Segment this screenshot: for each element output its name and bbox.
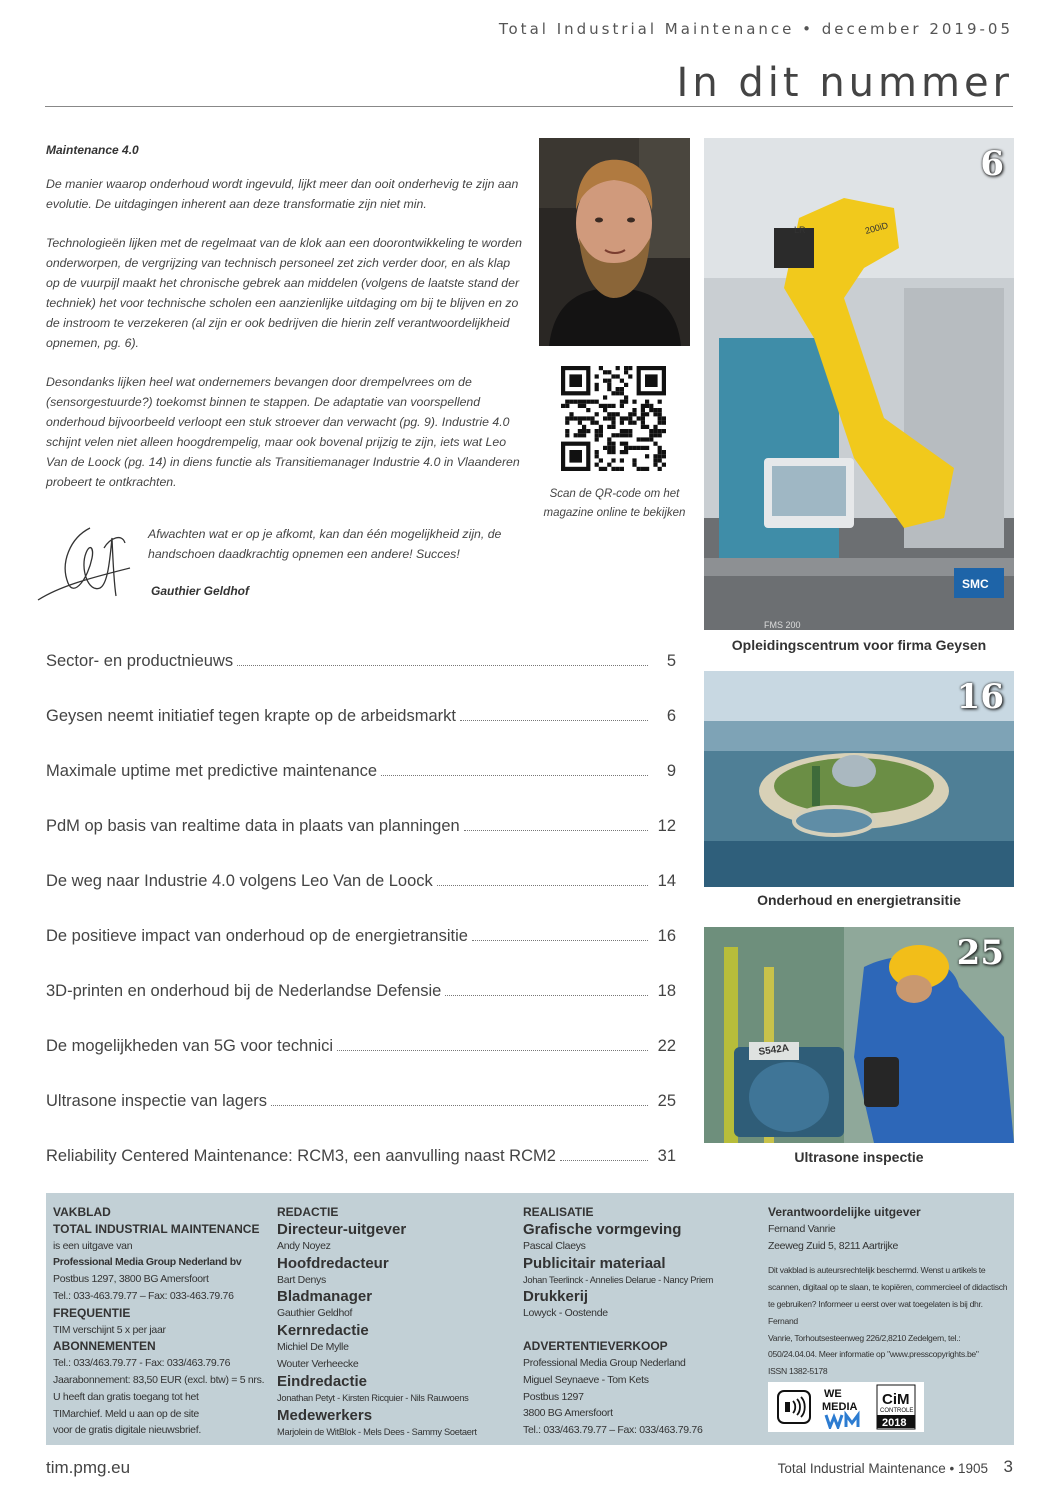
colophon-text: Tel.: 033/463.79.77 – Fax: 033/463.79.76 [523,1424,703,1437]
colophon-text: Professional Media Group Nederland [523,1356,686,1369]
toc-item[interactable] [46,836,676,891]
colophon-text: Michiel De Mylle [277,1341,349,1354]
toc-page: 5 [666,652,676,670]
editorial-paragraph: Desondanks lijken heel wat ondernemers bevangen door drempelvrees om de (sensorgestuurde?) toekomst binnen te stappen. De adaptatie van voorspellend onderhoud bijvoorbeeld verloopt een stuk stroever dan verwacht (pg. 9). Industrie 4.0 schijnt velen niet alleen hoogdrempelig, maar ook bovenal prijzig te zijn, iets wat Leo Van de Loock (pg. 14) in diens functie als Transitiemanager Industrie 4.0 in Vlaanderen probeert te ontkrachten. [46,375,520,489]
toc-item[interactable] [46,648,676,671]
cim-text: CiM [882,1391,910,1408]
author-portrait [539,138,690,346]
colophon-text: U heeft dan gratis toegang tot het [53,1390,199,1403]
colophon-text: Marjolein de WitBlok - Mels Dees - Sammy Soetaert [277,1426,477,1437]
colophon-copyright: scannen, digitaal op te slaan, te kopiëren, commercieel of didactisch [768,1282,1008,1293]
footer-website-link[interactable]: tim.pmg.eu [46,1458,131,1477]
toc-item[interactable] [46,671,676,726]
colophon-role: Drukkerij [523,1288,589,1306]
colophon-heading: REALISATIE [523,1205,594,1219]
photo-caption: Onderhoud en energietransitie [757,892,961,908]
colophon-role: Eindredactie [277,1372,368,1390]
colophon-editorial [277,1204,517,1440]
toc-item[interactable] [46,781,676,836]
toc-item[interactable] [46,946,676,1001]
toc-leader [460,720,648,721]
toc-page: 18 [657,982,676,1000]
cim-year-text: 2018 [882,1417,907,1429]
table-of-contents [46,648,676,1166]
toc-leader [271,1105,648,1106]
colophon-heading: REDACTIE [277,1205,339,1219]
colophon-issn: ISSN 1382-5178 [768,1366,828,1377]
toc-leader [445,995,648,996]
colophon-copyright: Dit vakblad is auteursrechtelijk beschermd. Wenst u artikels te [768,1265,986,1276]
colophon-heading: ABONNEMENTEN [53,1339,156,1354]
toc-title: Maximale uptime met predictive maintenance [46,762,378,780]
colophon-text: is een uitgave van [53,1239,133,1252]
toc-leader [237,665,648,666]
toc-title: 3D-printen en onderhoud bij de Nederlandse Defensie [46,982,442,1000]
toc-item[interactable] [46,726,676,781]
colophon-publisher [53,1204,278,1439]
colophon-text: Tel.: 033/463.79.77 - Fax: 033/463.79.76 [53,1357,231,1370]
smc-label: SMC [962,577,989,591]
qr-code[interactable] [539,348,690,478]
toc-page: 22 [657,1037,676,1055]
photo-technician [704,927,1014,1143]
colophon [46,1193,1014,1445]
toc-page: 25 [657,1092,676,1110]
colophon-text: Postbus 1297 [523,1390,584,1403]
colophon-text: Miguel Seynaeve - Tom Kets [523,1373,649,1386]
membership-logos [768,1382,924,1432]
colophon-text: Tel.: 033-463.79.77 – Fax: 033-463.79.76 [53,1289,234,1302]
cim-controle-text: CONTROLE [880,1408,914,1414]
toc-page: 9 [666,762,676,780]
toc-item[interactable] [46,1111,676,1166]
colophon-text: 3800 BG Amersfoort [523,1407,613,1420]
colophon-text: Pascal Claeys [523,1239,586,1252]
header-divider [45,106,1013,107]
colophon-text: Lowyck - Oostende [523,1307,608,1320]
header-issue-line: Total Industrial Maintenance • december 2019-05 [498,20,1013,38]
robot-brand-label: LR [794,225,806,235]
we-media-text-1: WE [824,1388,842,1400]
toc-item[interactable] [46,1001,676,1056]
colophon-copyright: 050/24.04.04. Meer informatie op "www.presscopyrights.be" [768,1349,979,1360]
colophon-role: Publicitair materiaal [523,1254,666,1272]
editorial-paragraph: Technologieën lijken met de regelmaat van de klok aan een doorontwikkeling te worden onderworpen, de vergrijzing van technisch personeel zet zich verder door, en als klap op de vuurpijl maakt het chronische gebrek aan middelen (volgens de laatste stand der techniek) het voor technische scholen een aanzienlijke uitdaging om bij te blijven en zo de instroom te verzekeren (al zijn er ook bedrijven die hierin zelf verantwoordelijkheid opnemen, pg. 6). [46,236,523,350]
photo-caption: Ultrasone inspectie [794,1149,924,1165]
colophon-role: Medewerkers [277,1406,373,1424]
toc-page: 6 [666,707,676,725]
colophon-role: Bladmanager [277,1288,373,1306]
colophon-production [523,1204,763,1439]
press-copyright-logo [776,1389,812,1425]
colophon-heading: ADVERTENTIEVERKOOP [523,1339,668,1354]
toc-title: Reliability Centered Maintenance: RCM3, een aanvulling naast RCM2 [46,1147,556,1165]
photo-caption: Opleidingscentrum voor firma Geysen [731,637,987,653]
toc-item[interactable] [46,891,676,946]
signature-icon [30,508,135,608]
colophon-copyright: Vanrie, Torhoutsesteenweg 226/2,8210 Zedelgem, tel.: [768,1332,961,1343]
colophon-text: TIM verschijnt 5 x per jaar [53,1323,166,1336]
colophon-role: Directeur-uitgever [277,1220,407,1238]
editorial-closing: Afwachten wat er op je afkomt, kan dan één mogelijkheid zijn, de handschoen daadkrachtig opnemen een andere! Succes! [148,527,502,561]
editorial-author: Gauthier Geldhof [151,584,250,598]
editorial-title: Maintenance 4.0 [46,143,139,157]
robot-arm-label: 200iD [863,220,890,236]
colophon-text: Andy Noyez [277,1239,331,1252]
toc-leader [381,775,648,776]
toc-leader [464,830,648,831]
photo-page-number: 6 [980,144,1004,184]
colophon-copyright: te gebruiken? Informeer u eerst over wat toegelaten is bij dhr. Fernand [768,1298,983,1326]
toc-page: 16 [657,927,676,945]
photo-page-number: 25 [956,933,1004,973]
photo-island [704,671,1014,887]
toc-leader [560,1160,648,1161]
colophon-heading: TOTAL INDUSTRIAL MAINTENANCE [53,1221,260,1236]
toc-item[interactable] [46,1056,676,1111]
colophon-heading: FREQUENTIE [53,1305,131,1320]
toc-title: Sector- en productnieuws [46,652,234,670]
valve-label: S542A [757,1042,790,1058]
toc-leader [337,1050,648,1051]
qr-caption: Scan de QR-code om het magazine online te bekijken [543,488,686,519]
editorial-paragraph: De manier waarop onderhoud wordt ingevuld, lijkt meer dan ooit onderhevig te zijn aan evolutie. De uitdagingen inherent aan deze transformatie zijn niet min. [46,177,519,211]
toc-page: 31 [657,1147,676,1165]
colophon-text: Johan Teerlinck - Annelies Delarue - Nancy Priem [523,1274,714,1285]
toc-page: 12 [657,817,676,835]
station-label: FMS 200 [764,620,801,630]
colophon-text: Wouter Verheecke [277,1357,359,1370]
toc-title: De weg naar Industrie 4.0 volgens Leo Van de Loock [46,872,433,890]
editorial [46,140,524,511]
toc-title: PdM op basis van realtime data in plaats van planningen [46,817,460,835]
toc-title: De positieve impact van onderhoud op de energietransitie [46,927,468,945]
colophon-text: Zeeweg Zuid 5, 8211 Aartrijke [768,1239,899,1252]
colophon-role: Grafische vormgeving [523,1220,682,1238]
colophon-text: Fernand Vanrie [768,1222,836,1235]
colophon-text: Professional Media Group Nederland bv [53,1256,242,1269]
toc-leader [472,940,648,941]
toc-title: Ultrasone inspectie van lagers [46,1092,268,1110]
toc-title: Geysen neemt initiatief tegen krapte op de arbeidsmarkt [46,707,456,725]
photo-robot [704,138,1014,630]
footer-magazine-name: Total Industrial Maintenance • 1905 [777,1461,988,1476]
footer-page-number: 3 [1003,1457,1013,1476]
colophon-text: Jaarabonnement: 83,50 EUR (excl. btw) = 5 nrs. [53,1373,265,1386]
colophon-text: TIMarchief. Meld u aan op de site [53,1407,199,1420]
colophon-text: Jonathan Petyt - Kirsten Ricquier - Nils Rauwoens [277,1392,469,1403]
colophon-heading: VAKBLAD [53,1205,111,1219]
colophon-text: Bart Denys [277,1273,326,1286]
page-title: In dit nummer [676,60,1013,106]
colophon-responsible [768,1204,1008,1380]
cim-controle-logo [876,1384,916,1430]
toc-title: De mogelijkheden van 5G voor technici [46,1037,334,1055]
we-media-logo [820,1385,868,1429]
we-media-text-2: MEDIA [822,1401,858,1413]
colophon-text: Gauthier Geldhof [277,1307,353,1320]
toc-leader [437,885,648,886]
photo-page-number: 16 [956,677,1004,717]
colophon-text: voor de gratis digitale nieuwsbrief. [53,1424,201,1437]
toc-page: 14 [657,872,676,890]
colophon-role: Hoofdredacteur [277,1254,389,1272]
colophon-role: Kernredactie [277,1322,369,1340]
colophon-heading: Verantwoordelijke uitgever [768,1205,921,1219]
colophon-text: Postbus 1297, 3800 BG Amersfoort [53,1273,209,1286]
